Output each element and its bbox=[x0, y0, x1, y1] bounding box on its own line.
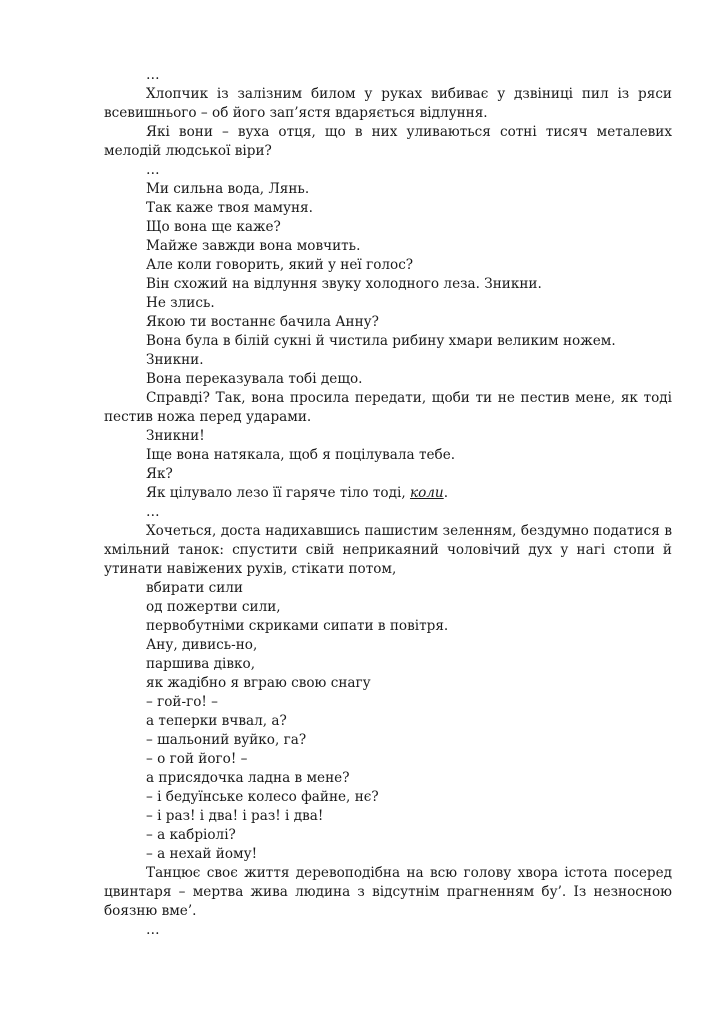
text-line: – гой-го! – bbox=[146, 694, 218, 710]
text-line: Так каже твоя мамуня. bbox=[146, 200, 313, 216]
text-line: … bbox=[146, 504, 160, 520]
text-line: – і раз! і два! і раз! і два! bbox=[146, 808, 324, 824]
paragraph: Хочеться, доста надихавшись пашистим зеленням, бездумно податися в хмільний танок: спустити свій неприкаяний чоловічий дух у нагі стопи й утинати навіжених рухів, стікати потом, bbox=[104, 523, 672, 577]
text-line: паршива дівко, bbox=[146, 656, 256, 672]
text-line: Якою ти востаннє бачила Анну? bbox=[146, 314, 379, 330]
text-line: Як? bbox=[146, 466, 173, 482]
text-line bbox=[104, 484, 672, 503]
text-line: Майже завжди вона мовчить. bbox=[146, 238, 361, 254]
text-line: – шальоний вуйко, га? bbox=[146, 732, 307, 748]
text-line: Що вона ще каже? bbox=[146, 219, 281, 235]
text-line: первобутніми скриками сипати в повітря. bbox=[146, 618, 449, 634]
text-segment: . bbox=[443, 485, 449, 501]
text-line: а присядочка ладна в мене? bbox=[146, 770, 350, 786]
text-line: а теперки вчвал, а? bbox=[146, 713, 287, 729]
text-line: Вона переказувала тобі дещо. bbox=[146, 371, 363, 387]
text-line: як жадібно я вграю свою снагу bbox=[146, 675, 371, 691]
paragraph: Танцює своє життя деревоподібна на всю голову хвора істота посеред цвинтаря – мертва жива людина з відсутнім прагненням бу’. Із незносною боязню вме’. bbox=[104, 865, 672, 919]
text-line: Ми сильна вода, Лянь. bbox=[146, 181, 310, 197]
document-page bbox=[104, 66, 672, 940]
text-line: – о гой його! – bbox=[146, 751, 248, 767]
text-line: … bbox=[146, 67, 160, 83]
text-line: Він схожий на відлуння звуку холодного леза. Зникни. bbox=[146, 276, 542, 292]
text-segment: Як цілувало лезо її гаряче тіло тоді, bbox=[146, 485, 410, 501]
text-line: – а кабріолі? bbox=[146, 827, 236, 843]
text-line: Іще вона натякала, щоб я поцілувала тебе. bbox=[146, 447, 456, 463]
text-line: вбирати сили bbox=[146, 580, 243, 596]
text-line: … bbox=[146, 922, 160, 938]
text-line: од пожертви сили, bbox=[146, 599, 281, 615]
paragraph: Які вони – вуха отця, що в них уливаються сотні тисяч металевих мелодій людської віри? bbox=[104, 124, 672, 159]
text-line: Але коли говорить, який у неї голос? bbox=[146, 257, 414, 273]
emphasized-word: коли bbox=[409, 485, 444, 501]
text-line: … bbox=[146, 162, 160, 178]
text-line: Зникни! bbox=[146, 428, 205, 444]
text-line: – а нехай йому! bbox=[146, 846, 258, 862]
text-line: Вона була в білій сукні й чистила рибину хмари великим ножем. bbox=[146, 333, 616, 349]
text-line: Ану, дивись-но, bbox=[146, 637, 258, 653]
text-line: Не злись. bbox=[146, 295, 215, 311]
text-line: Зникни. bbox=[146, 352, 204, 368]
text-line: – і бедуїнське колесо файне, нє? bbox=[146, 789, 379, 805]
paragraph: Хлопчик із залізним билом у руках вибиває у дзвіниці пил із ряси всевишнього – об його зап’ястя вдаряється відлуння. bbox=[104, 86, 672, 121]
paragraph: Справді? Так, вона просила передати, щоби ти не пестив мене, як тоді пестив ножа перед ударами. bbox=[104, 390, 672, 425]
